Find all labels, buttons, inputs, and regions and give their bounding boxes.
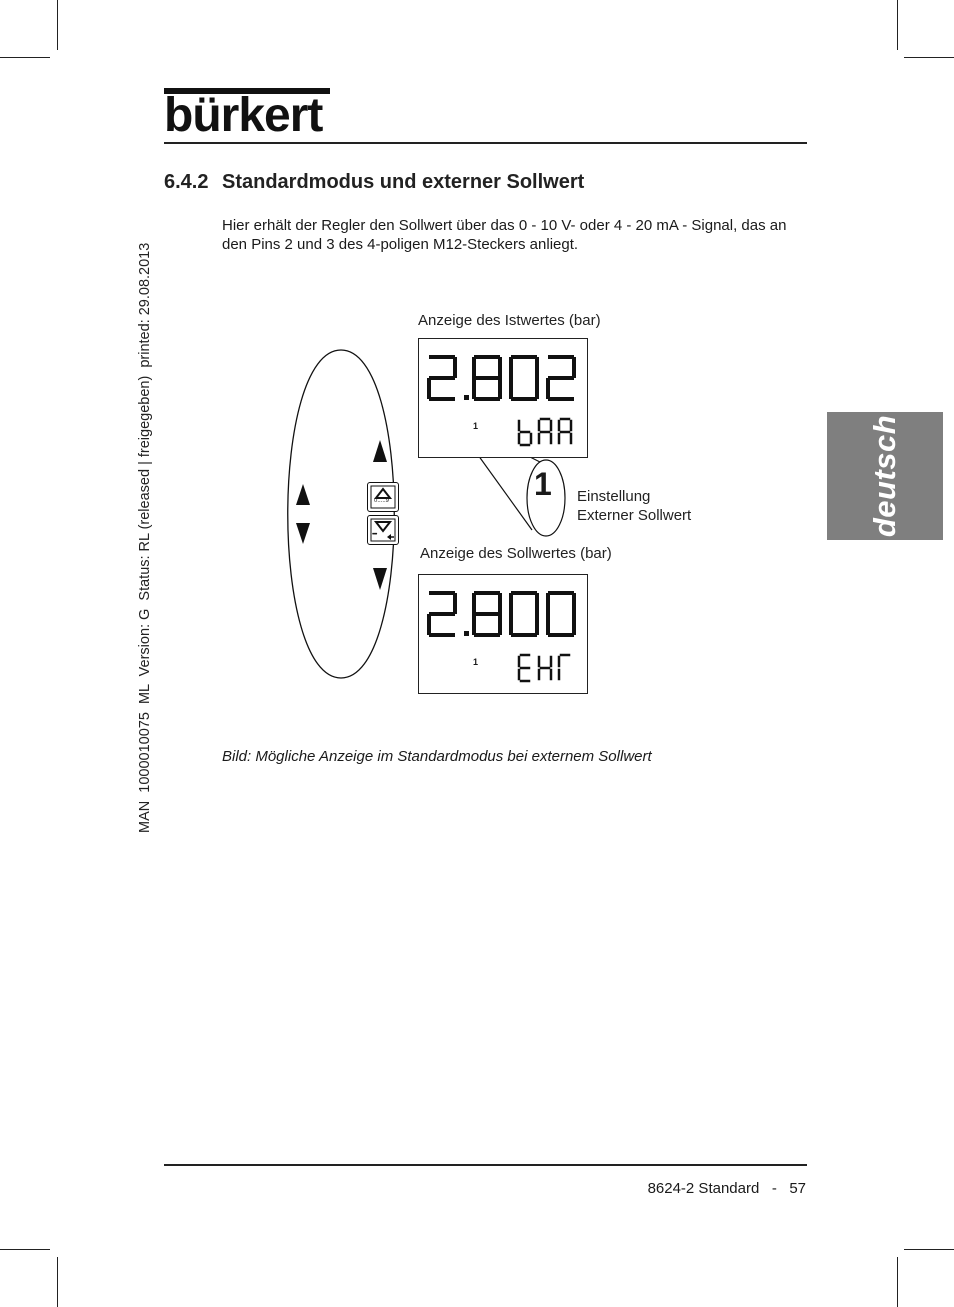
lcd-digit [548, 593, 574, 635]
callout-line [473, 448, 532, 530]
arrow-up-left-icon [296, 484, 310, 505]
arrow-up-right-icon [373, 440, 387, 462]
lcd-digit [511, 357, 537, 399]
arrow-down-right-icon [373, 568, 387, 590]
callout-label-line2: Externer Sollwert [577, 507, 692, 524]
lcd-digit [519, 421, 531, 445]
lcd-digit [429, 593, 455, 635]
lcd-digit [511, 593, 537, 635]
intro-paragraph: Hier erhält der Regler den Sollwert über das 0 - 10 V- oder 4 - 20 mA - Signal, das an den Pins 2 und 3 des 4-poligen M12-Steckers anliegt. [222, 217, 787, 253]
triangle-down-icon [368, 516, 398, 544]
up-button[interactable] [367, 482, 399, 512]
section-number: 6.4.2 [164, 171, 209, 193]
lcd-digit [429, 357, 455, 399]
lcd-actual-display [418, 338, 588, 458]
lcd-digit [474, 357, 500, 399]
footer-rule [164, 1164, 807, 1166]
lcd-setpoint-value [419, 575, 587, 693]
lcd-decimal-point [464, 631, 469, 636]
lcd-actual-indicator: 1 [473, 421, 479, 431]
down-button[interactable] [367, 515, 399, 545]
section-title: Standardmodus und externer Sollwert [222, 171, 585, 193]
arrow-down-left-icon [296, 523, 310, 544]
lcd-decimal-point [464, 395, 469, 400]
label-setpoint-value: Anzeige des Sollwertes (bar) [420, 545, 612, 562]
lcd-setpoint-indicator: 1 [473, 657, 479, 667]
lcd-digit [519, 655, 529, 681]
page-footer: 8624-2 Standard - 57 [647, 1180, 806, 1197]
lcd-digit [559, 655, 569, 679]
triangle-up-icon [368, 483, 398, 511]
callout-number: 1 [534, 466, 552, 502]
side-document-info: MAN 1000010075 ML Version: G Status: RL (released | freigegeben) printed: 29.08.2013 [137, 242, 153, 833]
lcd-digit [548, 357, 574, 399]
lcd-digit [539, 657, 551, 679]
label-actual-value: Anzeige des Istwertes (bar) [418, 312, 601, 329]
language-tab [827, 412, 943, 540]
logo-text: bürkert [164, 89, 323, 142]
down-button-label: •••• [372, 532, 377, 538]
callout-label-line1: Einstellung [577, 488, 651, 505]
lcd-setpoint-display [418, 574, 588, 694]
lcd-digit [539, 419, 551, 443]
figure-caption: Bild: Mögliche Anzeige im Standardmodus bei externem Sollwert [222, 748, 652, 765]
language-tab-label: deutsch [867, 414, 902, 538]
lcd-digit [474, 593, 500, 635]
lcd-digit [559, 419, 571, 443]
cycle-loop [288, 350, 395, 678]
up-button-label: 0.....9 [374, 498, 390, 504]
lcd-actual-value [419, 339, 587, 457]
